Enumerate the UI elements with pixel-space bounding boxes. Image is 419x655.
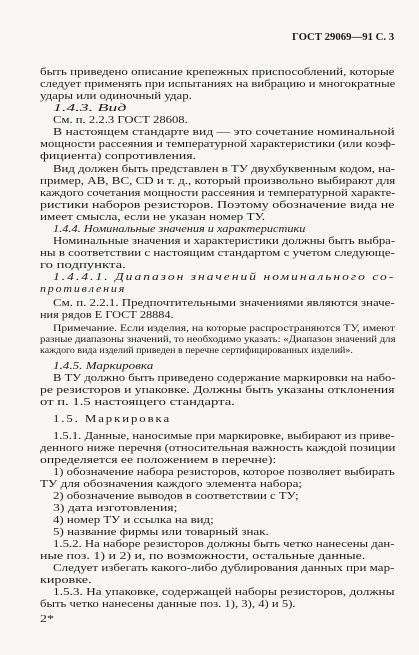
- text-line: 1.5.3. На упаковке, содержащей наборы резисторов, должны: [53, 587, 395, 598]
- text-line: Вид должен быть представлен в ТУ двухбуквенным кодом, на-: [53, 164, 396, 175]
- text-line: быть приведено описание крепежных приспособлений, которые: [40, 67, 395, 78]
- running-header: ГОСТ 29069—91 С. 3: [292, 32, 395, 43]
- list-item: 4) номер ТУ и ссылка на вид;: [53, 515, 214, 526]
- text-line: В ТУ должно быть приведено содержание маркировки на набо-: [53, 373, 396, 384]
- text-line: Номинальные значения и характеристики должны быть выбра-: [53, 236, 396, 247]
- text-line: мощности рассеяния и температурной характеристики (или коэф-: [40, 139, 396, 150]
- list-item: 2) обозначение выводов в соответствии с ТУ;: [53, 491, 299, 502]
- section-heading: 1.5. Маркировка: [53, 414, 172, 425]
- note-line: Примечание. Если изделия, на которые распространяются ТУ, имеют: [53, 324, 395, 334]
- text-line: Следует избегать какого-либо дублирования данных при мар-: [53, 563, 395, 574]
- text-line: имеет смысла, если не указан номер ТУ.: [40, 212, 266, 223]
- section-heading: противления: [40, 284, 127, 295]
- page-number: 2*: [40, 614, 54, 625]
- text-line: определяется ее положением в перечне):: [40, 455, 277, 466]
- text-line: ны в соответствии с настоящим стандартом с учетом следующе-: [40, 248, 395, 259]
- text-line: пример, АВ, ВС, CD и т. д., который произвольно выбирают для: [40, 176, 396, 187]
- list-item: 3) дата изготовления;: [53, 503, 178, 514]
- section-heading: 1.4.5. Маркировка: [53, 361, 154, 372]
- text-line: 1.5.1. Данные, наносимые при маркировке, выбирают из приве-: [53, 431, 395, 442]
- text-line: См. п. 2.2.3 ГОСТ 28608.: [53, 115, 188, 126]
- text-line: кировке.: [40, 575, 92, 586]
- text-line: каждого сочетания мощности рассеяния и температурной характе-: [40, 188, 396, 199]
- list-item: ТУ для обозначения каждого элемента набора;: [40, 479, 303, 490]
- text-line: го подпункта.: [40, 260, 126, 271]
- text-line: ные поз. 1) и 2) и, по возможности, остальные данные.: [40, 551, 366, 562]
- text-line: удары или одиночный удар.: [40, 91, 192, 102]
- text-line: денного ниже перечня (относительная важность каждой позиции: [40, 443, 396, 454]
- text-line: См. п. 2.2.1. Предпочтительными значениями являются значе-: [53, 298, 395, 309]
- text-line: следует применять при испытаниях на вибрацию и многократные: [40, 79, 396, 90]
- section-heading: 1.4.4.1. Диапазон значений номинального со-: [53, 272, 396, 283]
- note-line: разные диапазоны значений, то необходимо указать: «Диапазон значений для: [40, 335, 396, 345]
- text-line: ре резисторов и упаковке. Должны быть указаны отклонения: [40, 385, 395, 396]
- text-line: фициента) сопротивления.: [40, 151, 197, 162]
- text-line: быть четко нанесены данные поз. 1), 3), 4) и 5).: [40, 599, 296, 610]
- text-line: ристики наборов резисторов. Поэтому обозначение вида не: [40, 200, 395, 211]
- text-line: от п. 1.5 настоящего стандарта.: [40, 397, 235, 408]
- text-line: ния рядов Е ГОСТ 28884.: [40, 310, 174, 321]
- list-item: 5) название фирмы или товарный знак.: [53, 527, 269, 538]
- text-line: В настоящем стандарте вид — это сочетание номинальной: [53, 127, 395, 138]
- text-line: 1.5.2. На наборе резисторов должны быть четко нанесены дан-: [53, 539, 395, 550]
- note-line: каждого вида изделий приведен в перечне сертифицированных изделий».: [40, 346, 353, 356]
- section-heading: 1.4.3. Вид: [53, 103, 127, 114]
- section-heading: 1.4.4. Номинальные значения и характеристики: [53, 224, 306, 235]
- list-item: 1) обозначение набора резисторов, которое позволяет выбирать: [53, 467, 395, 478]
